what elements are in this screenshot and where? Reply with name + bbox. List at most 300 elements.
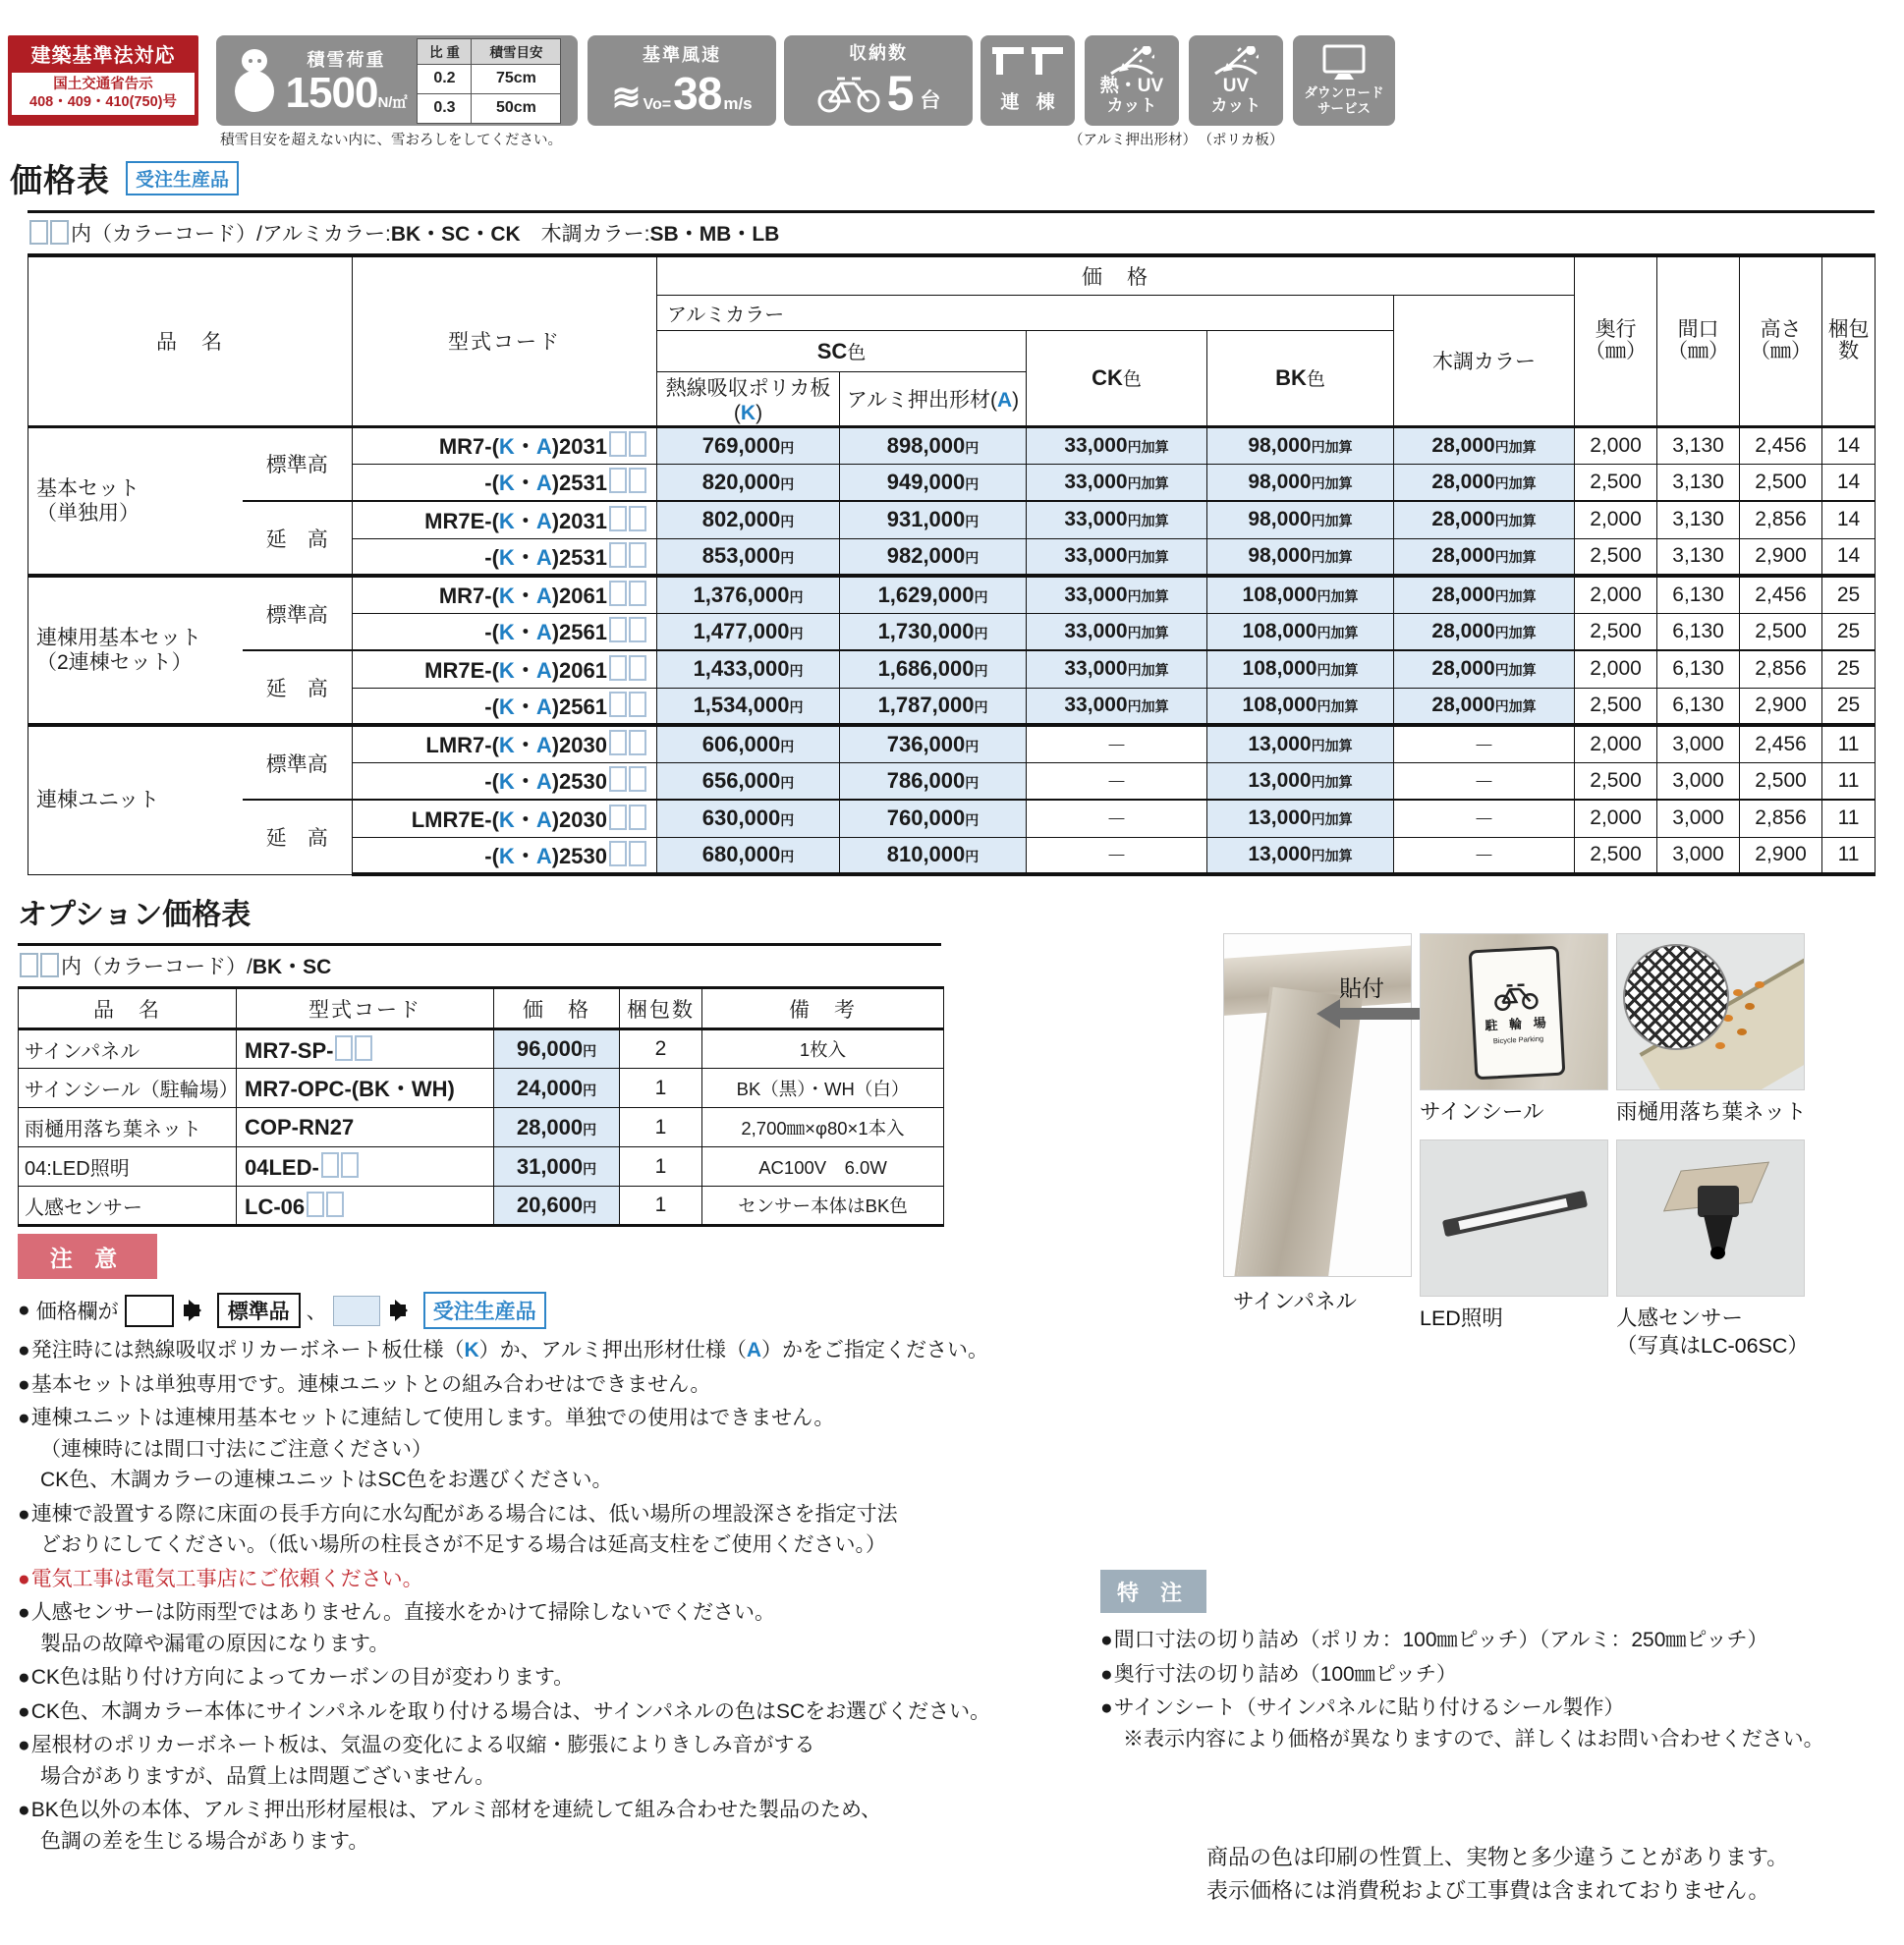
note-item: [18, 1662, 1108, 1694]
note-item: [18, 1730, 1108, 1792]
option-code: LC-06: [237, 1187, 494, 1226]
dim-height: 2,500: [1740, 762, 1822, 800]
attach-label: 貼付: [1339, 975, 1384, 1001]
wind-unit: m/s: [723, 94, 753, 113]
price-sc-k: 656,000円: [657, 762, 840, 800]
dim-depth: 2,500: [1575, 464, 1657, 501]
made-to-order-badge: 受注生産品: [126, 161, 239, 195]
header-width: 間口 （㎜）: [1657, 255, 1740, 426]
price-sc-a: 810,000円: [840, 837, 1027, 874]
note-item: [18, 1795, 1108, 1857]
sign-subtitle: Bicycle Parking: [1492, 1033, 1544, 1046]
capacity-unit: 台: [920, 89, 941, 112]
price-wood: 28,000円加算: [1394, 464, 1575, 501]
pack-count: 25: [1822, 688, 1876, 725]
dim-width: 6,130: [1657, 576, 1740, 613]
note-line: ●基本セットは単独専用です。連棟ユニットとの組み合わせはできません。: [18, 1372, 711, 1396]
special-order-header: 特 注: [1100, 1570, 1206, 1613]
price-sc-k: 820,000円: [657, 464, 840, 501]
badge-heat-uv-cut: [1085, 35, 1179, 126]
badge-wind-speed: [588, 35, 776, 126]
note-item: [1100, 1659, 1898, 1691]
price-ck: 33,000円加算: [1027, 688, 1207, 725]
option-note: 2,700㎜×φ80×1本入: [702, 1108, 944, 1147]
net-mesh-detail: [1623, 944, 1729, 1050]
price-sc-k: 1,376,000円: [657, 576, 840, 613]
led-light-image: [1420, 1139, 1608, 1297]
option-header-code: 型式コード: [237, 988, 494, 1029]
price-sc-a: 1,686,000円: [840, 650, 1027, 688]
price-sc-k: 1,477,000円: [657, 613, 840, 650]
dim-depth: 2,000: [1575, 426, 1657, 464]
product-group-name: 基本セット （単独用）: [28, 426, 243, 576]
option-row: [19, 1187, 944, 1226]
special-order-list: [1100, 1625, 1898, 1757]
option-code: 04LED-: [237, 1147, 494, 1187]
dim-width: 3,130: [1657, 464, 1740, 501]
color-code-box-icon: [50, 220, 69, 245]
bicycle-parking-sign: [1469, 946, 1566, 1081]
uv-line1: UV: [1222, 75, 1250, 96]
building-code-line1: 国土交通省告示: [53, 77, 153, 92]
price-sc-k: 1,534,000円: [657, 688, 840, 725]
heat-uv-icon: [1109, 46, 1154, 76]
dim-depth: 2,000: [1575, 650, 1657, 688]
sensor-caption: 人感センサー: [1616, 1306, 1744, 1330]
note-line: ●間口寸法の切り詰め（ポリカ：100㎜ピッチ）（アルミ：250㎜ピッチ）: [1100, 1629, 1768, 1651]
price-row: [28, 576, 1876, 613]
footer-line2: 表示価格には消費税および工事費は含まれておりません。: [1206, 1878, 1770, 1903]
bicycle-icon: [816, 74, 881, 113]
price-sc-k: 680,000円: [657, 837, 840, 874]
note-line: ●人感センサーは防雨型ではありません。直接水をかけて掃除しないでください。: [18, 1601, 775, 1624]
price-bk: 98,000円加算: [1207, 501, 1394, 538]
height-type: 標準高: [243, 725, 353, 800]
price-sc-k: 802,000円: [657, 501, 840, 538]
option-color-label: 内（カラーコード）/: [61, 956, 252, 978]
pack-count: 14: [1822, 501, 1876, 538]
header-height: 高さ （㎜）: [1740, 255, 1822, 426]
price-legend: ● 価格欄が 標準品 、 受注生産品: [18, 1289, 1108, 1332]
product-group-name: 連棟用基本セット （2連棟セット）: [28, 576, 243, 725]
header-sc-polycarbonate: 熱線吸収ポリカ板(K): [657, 371, 840, 426]
dim-height: 2,456: [1740, 725, 1822, 762]
option-row: [19, 1147, 944, 1187]
rento-label: 連 棟: [1000, 92, 1061, 114]
dim-width: 3,130: [1657, 426, 1740, 464]
dim-height: 2,900: [1740, 538, 1822, 576]
price-wood: －: [1394, 725, 1575, 762]
header-sc-aluminum: アルミ押出形材(A): [840, 371, 1027, 426]
dim-height: 2,500: [1740, 464, 1822, 501]
price-ck: 33,000円加算: [1027, 650, 1207, 688]
dim-height: 2,456: [1740, 576, 1822, 613]
price-bk: 108,000円加算: [1207, 613, 1394, 650]
price-sc-a: 760,000円: [840, 800, 1027, 837]
price-ck: －: [1027, 725, 1207, 762]
note-line: （連棟時には間口寸法にご注意ください）: [40, 1437, 432, 1461]
price-ck: 33,000円加算: [1027, 426, 1207, 464]
wood-color-label: 木調カラー:: [540, 223, 650, 246]
download-line1: ダウンロード: [1304, 85, 1384, 100]
price-bk: 108,000円加算: [1207, 650, 1394, 688]
dim-height: 2,900: [1740, 837, 1822, 874]
option-row: [19, 1069, 944, 1108]
height-type: 延 高: [243, 650, 353, 725]
uv-line2: カット: [1210, 95, 1261, 115]
price-sc-a: 1,629,000円: [840, 576, 1027, 613]
pack-count: 25: [1822, 613, 1876, 650]
dim-height: 2,500: [1740, 613, 1822, 650]
option-name: 04:LED照明: [19, 1147, 237, 1187]
capacity-value: 5: [886, 66, 915, 121]
dim-depth: 2,000: [1575, 576, 1657, 613]
price-ck: 33,000円加算: [1027, 576, 1207, 613]
header-price: 価 格: [657, 255, 1575, 295]
caution-header: 注 意: [18, 1234, 157, 1279]
price-row: [28, 650, 1876, 688]
note-line: 色調の差を生じる場合があります。: [40, 1829, 369, 1853]
badge-uv-cut: [1189, 35, 1283, 126]
pack-count: 25: [1822, 650, 1876, 688]
note-line: 場合がありますが、品質上は問題ございません。: [40, 1764, 496, 1788]
option-header-pack: 梱包数: [620, 988, 702, 1029]
note-item: [18, 1696, 1108, 1728]
snow-col-depth: 積雪目安: [472, 38, 561, 64]
uv-icon: [1213, 46, 1259, 76]
price-wood: －: [1394, 800, 1575, 837]
attach-arrow-icon: [1325, 1008, 1420, 1020]
uv-caption: （ポリカ板）: [1198, 133, 1284, 148]
building-code-title: 建築基準法対応: [30, 45, 176, 67]
option-note: 1枚入: [702, 1029, 944, 1069]
option-price: 28,000円: [494, 1108, 620, 1147]
note-item: [18, 1499, 1108, 1561]
price-table-title: 価格表: [10, 162, 110, 198]
price-bk: 98,000円加算: [1207, 538, 1394, 576]
option-price: 24,000円: [494, 1069, 620, 1108]
note-line: 製品の故障や漏電の原因になります。: [40, 1632, 390, 1655]
price-row: [28, 725, 1876, 762]
option-price: 20,600円: [494, 1187, 620, 1226]
note-item: [18, 1335, 1108, 1366]
sign-title: 駐 輪 場: [1484, 1015, 1551, 1033]
snow-caution-note: 積雪目安を超えない内に、雪おろしをしてください。: [220, 133, 562, 148]
dim-width: 3,130: [1657, 538, 1740, 576]
wind-value: 38: [673, 68, 722, 119]
download-line2: サービス: [1317, 101, 1371, 116]
price-bk: 108,000円加算: [1207, 576, 1394, 613]
leaf-net-image: [1616, 933, 1805, 1090]
header-sc-color: SC色: [657, 330, 1027, 371]
pack-count: 11: [1822, 725, 1876, 762]
option-pack: 2: [620, 1029, 702, 1069]
price-bk: 98,000円加算: [1207, 426, 1394, 464]
option-color-codes: BK・SC: [252, 956, 332, 978]
price-sc-k: 606,000円: [657, 725, 840, 762]
price-row: [28, 800, 1876, 837]
dim-width: 3,000: [1657, 762, 1740, 800]
header-ck-color: CK色: [1027, 330, 1207, 426]
price-bk: 13,000円加算: [1207, 800, 1394, 837]
price-bk: 13,000円加算: [1207, 762, 1394, 800]
header-bk-color: BK色: [1207, 330, 1394, 426]
snow-load-value: 1500: [285, 69, 378, 117]
note-item: [18, 1597, 1108, 1659]
note-item: [18, 1289, 1108, 1332]
footer-disclaimer: [1206, 1841, 1788, 1908]
dim-width: 3,000: [1657, 837, 1740, 874]
color-code-box-icon: [20, 953, 38, 977]
option-name: サインパネル: [19, 1029, 237, 1069]
building-code-line2: 408・409・410(750)号: [29, 94, 177, 110]
price-table: [28, 253, 1876, 876]
header-alumi-color: アルミカラー: [657, 295, 1394, 330]
monitor-icon: [1318, 44, 1370, 85]
note-item: [18, 1403, 1108, 1496]
note-line: ●奥行寸法の切り詰め（100㎜ピッチ）: [1100, 1662, 1457, 1686]
option-row: [19, 1029, 944, 1069]
dim-height: 2,856: [1740, 800, 1822, 837]
price-wood: 28,000円加算: [1394, 538, 1575, 576]
note-item: [18, 1369, 1108, 1401]
price-sc-a: 736,000円: [840, 725, 1027, 762]
option-table-title: オプション価格表: [18, 899, 252, 931]
option-header-price: 価 格: [494, 988, 620, 1029]
option-note: BK（黒）・WH（白）: [702, 1069, 944, 1108]
pack-count: 11: [1822, 837, 1876, 874]
height-type: 延 高: [243, 800, 353, 874]
height-type: 標準高: [243, 426, 353, 501]
price-sc-a: 898,000円: [840, 426, 1027, 464]
color-code-label: 内（カラーコード）/アルミカラー:: [71, 223, 391, 246]
price-wood: －: [1394, 837, 1575, 874]
option-color-code-note: [18, 943, 941, 989]
snow-depth-table: [417, 38, 561, 124]
price-bk: 13,000円加算: [1207, 725, 1394, 762]
price-ck: 33,000円加算: [1027, 613, 1207, 650]
note-line: ●電気工事は電気工事店にご依頼ください。: [18, 1567, 423, 1590]
snowman-icon: [233, 47, 276, 114]
height-type: 標準高: [243, 576, 353, 650]
model-code: -(K・A)2561: [353, 613, 657, 650]
header-product-name: 品 名: [28, 255, 353, 426]
price-ck: 33,000円加算: [1027, 464, 1207, 501]
option-name: サインシール（駐輪場）: [19, 1069, 237, 1108]
note-item: [1100, 1693, 1898, 1754]
leaf-net-caption: 雨樋用落ち葉ネット: [1616, 1100, 1807, 1124]
price-sc-a: 1,787,000円: [840, 688, 1027, 725]
note-line: CK色、木調カラーの連棟ユニットはSC色をお選びください。: [40, 1469, 613, 1491]
badge-building-code: [8, 35, 198, 126]
wood-color-codes: SB・MB・LB: [649, 223, 780, 246]
option-code: MR7-SP-: [237, 1029, 494, 1069]
price-ck: －: [1027, 762, 1207, 800]
dim-depth: 2,500: [1575, 688, 1657, 725]
model-code: MR7-(K・A)2031: [353, 426, 657, 464]
badge-snow-load: [216, 35, 578, 126]
option-code: MR7-OPC-(BK・WH): [237, 1069, 494, 1108]
rento-icon: [992, 47, 1063, 77]
snow-load-unit: N/㎡: [377, 94, 408, 111]
dim-height: 2,900: [1740, 688, 1822, 725]
note-line: ●発注時には熱線吸収ポリカーボネート板仕様（K）か、アルミ押出形材仕様（A）かをご指定ください。: [18, 1339, 988, 1362]
caution-notes-list: [18, 1289, 1108, 1860]
model-code: MR7E-(K・A)2031: [353, 501, 657, 538]
wind-wave-icon: ≋: [611, 77, 642, 117]
alumi-color-codes: BK・SC・CK: [390, 223, 521, 246]
option-pack: 1: [620, 1108, 702, 1147]
dim-height: 2,856: [1740, 501, 1822, 538]
option-price: 31,000円: [494, 1147, 620, 1187]
model-code: -(K・A)2530: [353, 762, 657, 800]
mto-label: 受注生産品: [423, 1292, 546, 1329]
mto-cell-sample: [333, 1296, 380, 1326]
product-group-name: 連棟ユニット: [28, 725, 243, 874]
price-ck: 33,000円加算: [1027, 538, 1207, 576]
dim-width: 3,130: [1657, 501, 1740, 538]
model-code: -(K・A)2531: [353, 464, 657, 501]
sensor-caption2: （写真はLC-06SC）: [1616, 1334, 1809, 1358]
color-code-box-icon: [40, 953, 59, 977]
price-sc-a: 949,000円: [840, 464, 1027, 501]
option-pack: 1: [620, 1069, 702, 1108]
price-wood: 28,000円加算: [1394, 426, 1575, 464]
option-row: [19, 1108, 944, 1147]
standard-label: 標準品: [217, 1293, 301, 1328]
wind-prefix: Vo=: [643, 96, 672, 113]
pack-count: 14: [1822, 426, 1876, 464]
note-line: ●連棟ユニットは連棟用基本セットに連結して使用します。単独での使用はできません。: [18, 1407, 835, 1429]
price-ck: 33,000円加算: [1027, 501, 1207, 538]
footer-line1: 商品の色は印刷の性質上、実物と多少違うことがあります。: [1206, 1845, 1789, 1869]
price-bk: 108,000円加算: [1207, 688, 1394, 725]
motion-sensor-image: [1616, 1139, 1805, 1297]
dim-width: 6,130: [1657, 688, 1740, 725]
model-code: MR7-(K・A)2061: [353, 576, 657, 613]
note-line: ※表示内容により価格が異なりますので、詳しくはお問い合わせください。: [1123, 1727, 1824, 1750]
wind-title: 基準風速: [643, 45, 721, 65]
note-line: ●CK色は貼り付け方向によってカーボンの目が変わります。: [18, 1666, 575, 1689]
option-images-panel: [1223, 933, 1813, 1365]
option-name: 雨樋用落ち葉ネット: [19, 1108, 237, 1147]
price-wood: 28,000円加算: [1394, 650, 1575, 688]
sign-sticker-image: [1420, 933, 1608, 1090]
header-wood-color: 木調カラー: [1394, 295, 1575, 426]
model-code: -(K・A)2530: [353, 837, 657, 874]
price-wood: 28,000円加算: [1394, 613, 1575, 650]
dim-depth: 2,000: [1575, 800, 1657, 837]
badge-download-service: [1293, 35, 1395, 126]
sign-panel-caption: サインパネル: [1233, 1290, 1357, 1313]
price-sc-k: 769,000円: [657, 426, 840, 464]
model-code: LMR7E-(K・A)2030: [353, 800, 657, 837]
capacity-title: 収納数: [849, 43, 908, 63]
price-sc-k: 1,433,000円: [657, 650, 840, 688]
header-pack-count: 梱包 数: [1822, 255, 1876, 426]
dim-depth: 2,000: [1575, 725, 1657, 762]
pack-count: 11: [1822, 800, 1876, 837]
dim-width: 3,000: [1657, 725, 1740, 762]
snow-cell: 75cm: [472, 64, 561, 93]
price-sc-k: 853,000円: [657, 538, 840, 576]
dim-height: 2,456: [1740, 426, 1822, 464]
model-code: -(K・A)2531: [353, 538, 657, 576]
price-ck: －: [1027, 837, 1207, 874]
note-line: ●屋根材のポリカーボネート板は、気温の変化による収縮・膨張によりきしみ音がする: [18, 1734, 815, 1756]
option-note: センサー本体はBK色: [702, 1187, 944, 1226]
model-code: MR7E-(K・A)2061: [353, 650, 657, 688]
price-sc-a: 982,000円: [840, 538, 1027, 576]
option-price-table: [18, 986, 944, 1227]
option-name: 人感センサー: [19, 1187, 237, 1226]
heat-uv-line2: カット: [1106, 95, 1157, 115]
badge-capacity: [784, 35, 973, 126]
sign-sticker-caption: サインシール: [1420, 1100, 1544, 1124]
price-sc-a: 1,730,000円: [840, 613, 1027, 650]
model-code: LMR7-(K・A)2030: [353, 725, 657, 762]
dim-depth: 2,500: [1575, 762, 1657, 800]
price-sc-a: 786,000円: [840, 762, 1027, 800]
option-note: AC100V 6.0W: [702, 1147, 944, 1187]
note-line: どおりにしてください。（低い場所の柱長さが不足する場合は延高支柱をご使用ください。）: [40, 1533, 886, 1556]
dim-depth: 2,500: [1575, 837, 1657, 874]
option-header-name: 品 名: [19, 988, 237, 1029]
note-line: ●連棟で設置する際に床面の長手方向に水勾配がある場合には、低い場所の埋設深さを指定寸法: [18, 1502, 898, 1526]
dim-height: 2,856: [1740, 650, 1822, 688]
note-item: [18, 1564, 1108, 1595]
led-caption: LED照明: [1420, 1306, 1503, 1330]
price-wood: 28,000円加算: [1394, 501, 1575, 538]
height-type: 延 高: [243, 501, 353, 576]
snow-load-title: 積雪荷重: [307, 50, 386, 70]
option-header-note: 備 考: [702, 988, 944, 1029]
badge-rento: [980, 35, 1075, 126]
dim-depth: 2,000: [1575, 501, 1657, 538]
note-line: ●サインシート（サインパネルに貼り付けるシール製作）: [1100, 1696, 1625, 1719]
price-row: [28, 501, 1876, 538]
snow-cell: 0.3: [418, 93, 472, 123]
pack-count: 25: [1822, 576, 1876, 613]
pack-count: 11: [1822, 762, 1876, 800]
price-table-titlebar: [10, 155, 239, 201]
snow-col-gravity: 比 重: [418, 38, 472, 64]
note-item: [1100, 1625, 1898, 1656]
dim-depth: 2,500: [1575, 538, 1657, 576]
dim-width: 6,130: [1657, 613, 1740, 650]
snow-cell: 0.2: [418, 64, 472, 93]
dim-depth: 2,500: [1575, 613, 1657, 650]
color-code-note: [28, 210, 1875, 256]
price-row: [28, 426, 1876, 464]
standard-cell-sample: [125, 1295, 174, 1327]
price-wood: 28,000円加算: [1394, 576, 1575, 613]
price-sc-k: 630,000円: [657, 800, 840, 837]
color-code-box-icon: [29, 220, 48, 245]
price-ck: －: [1027, 800, 1207, 837]
option-pack: 1: [620, 1187, 702, 1226]
price-wood: －: [1394, 762, 1575, 800]
option-pack: 1: [620, 1147, 702, 1187]
option-price: 96,000円: [494, 1029, 620, 1069]
header-depth: 奥行 （㎜）: [1575, 255, 1657, 426]
price-sc-a: 931,000円: [840, 501, 1027, 538]
note-line: ●BK色以外の本体、アルミ押出形材屋根は、アルミ部材を連続して組み合わせた製品のため、: [18, 1799, 882, 1821]
dim-width: 6,130: [1657, 650, 1740, 688]
heat-uv-caption: （アルミ押出形材）: [1069, 133, 1197, 148]
snow-cell: 50cm: [472, 93, 561, 123]
heat-uv-line1: 熱・UV: [1099, 75, 1164, 96]
